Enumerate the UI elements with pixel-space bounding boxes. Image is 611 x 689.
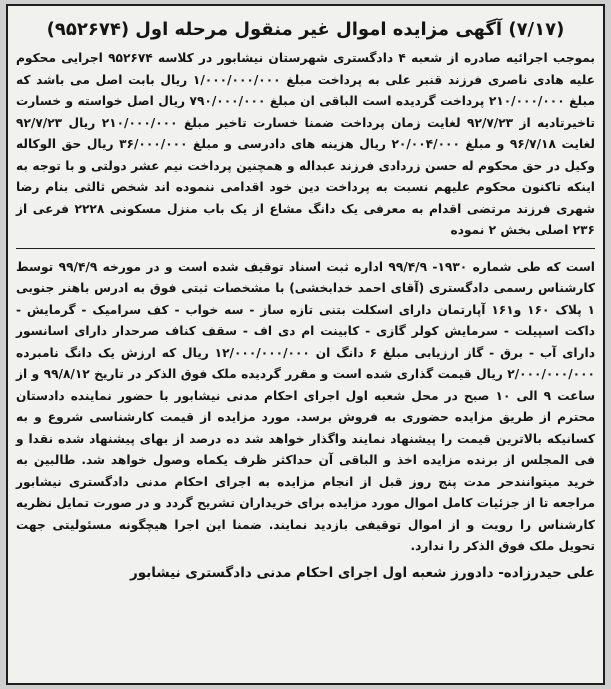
notice-clipping [6, 4, 605, 685]
notice-signature: علی حیدرزاده- دادورز شعبه اول اجرای احکام مدنی دادگستری نیشابور [130, 564, 595, 581]
notice-title: (۷/۱۷) آگهی مزایده اموال غیر منقول مرحله اول (۹۵۲۶۷۴) [46, 19, 565, 40]
notice-paragraph-1: بموجب اجرائیه صادره از شعبه ۴ دادگستری شهرستان نیشابور در کلاسه ۹۵۲۶۷۴ اجرایی محکوم علیه هادی ناصری فرزند قنبر علی به پرداخت مبلغ ۱/۰۰۰/۰۰۰/۰۰۰ ریال بابت اصل می باشد که مبلغ ۲۱۰/۰۰۰/۰۰۰ پرداخت گردیده است الباقی ان مبلغ ۷۹۰/۰۰۰/۰۰۰ ریال اصل خواسته و خسارت تاخیرتادیه از ۹۲/۷/۲۳ لغایت زمان پرداخت ضمنا خسارت تاخیر مبلغ ۲۱۰/۰۰۰/۰۰۰ ریال ۹۲/۷/۲۳ لغایت ۹۶/۷/۱۸ و مبلغ ۲۰/۰۰۴/۰۰۰ ریال هزینه های دادرسی و مبلغ ۳۶/۰۰۰/۰۰۰ ریال حق الوکاله وکیل در حق محکوم له حسن زردادی فرزند عبداله و همچنین پرداخت نیم عشر دولتی و با توجه به اینکه تاکنون محکوم علیهم نسبت به پرداخت دین خود اقدامی ننموده اند شخص ثالثی بنام رضا شهری فرزند مرتضی اقدام به معرفی یک دانگ مشاع از یک باب منزل مسکونی ۲۲۲۸ فرعی از ۲۳۶ اصلی بخش ۲ نموده [16, 51, 596, 237]
notice-paragraph-2: است که طی شماره ۱۹۳۰- ۹۹/۴/۹ اداره ثبت اسناد توقیف شده است و در مورخه ۹۹/۴/۹ توسط کارشناس رسمی دادگستری (آقای احمد خدابخشی) با مشخصات ثبتی فوق به ادرس باهنر جنوبی ۱ پلاک ۱۶۰ و۱۶۱ آپارتمان دارای اسکلت بتنی تازه ساز - سه خواب - کف سرامیک - گرمایش - داکت اسپیلت - سرمایش کولر گازی - کابینت ام دی اف - سقف کناف صرحدار دارای اسانسور دارای آب - برق - گاز ارزیابی مبلغ ۶ دانگ ان ۱۲/۰۰۰/۰۰۰/۰۰۰ ریال که ارزش یک دانگ نامبرده ۲/۰۰۰/۰۰۰/۰۰۰ ریال قیمت گذاری شده است و مقرر گردیده ملک فوق الذکر در تاریخ ۹۹/۸/۱۲ و از ساعت ۹ الی ۱۰ صبح در محل شعبه اول اجرای احکام مدنی نیشابور با حضور نماینده دادستان محترم از طریق مزایده حضوری به فروش برسد. مورد مزایده از قیمت کارشناسی شروع و به کسانیکه بالاترین قیمت را پیشنهاد نمایند واگذار خواهد شد ده درصد از بهای پیشنهاد شده نقدا و فی المجلس از برنده مزایده اخذ و الباقی آن حداکثر ظرف یکماه وصول خواهد شد. طالبین به خرید میتوانندحر مدت پنج روز قبل از انجام مزایده به اجرای احکام مدنی دادگستری نیشابور مراجعه تا از جزئیات کامل اموال مورد مزایده برای خریداران تشریح گردد و در صورت تمایل نظریه کارشناس را رویت و از اموال توقیفی بازدید نمایند. ضمنا این اجرا هیچگونه مسئولیتی جهت تحویل ملک فوق الذکر را ندارد. [16, 259, 595, 553]
section-divider [16, 248, 595, 249]
